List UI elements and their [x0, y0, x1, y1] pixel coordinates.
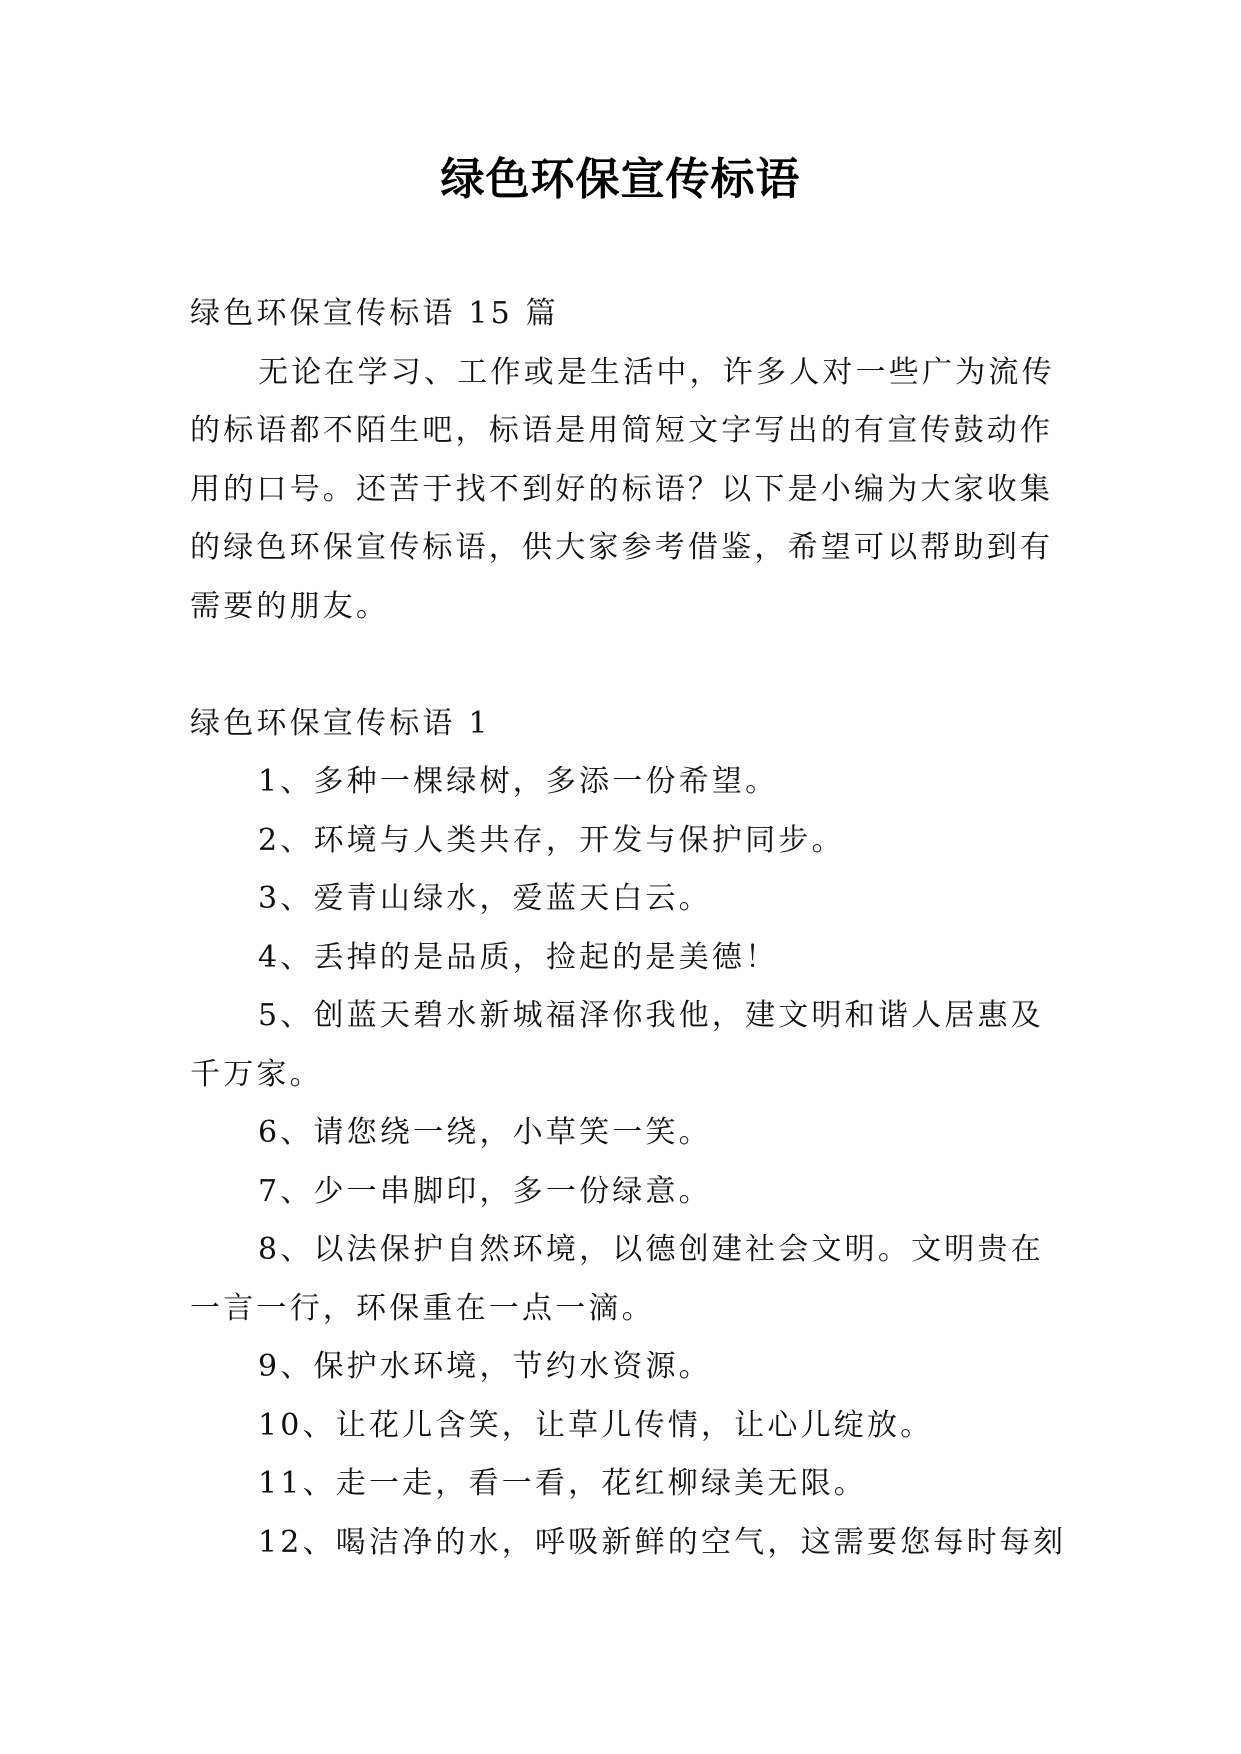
slogan-line: 4、丢掉的是品质，捡起的是美德！ [258, 939, 779, 975]
document-body [190, 285, 1067, 1572]
slogan-line: 3、爱青山绿水，爱蓝天白云。 [258, 881, 712, 916]
slogan-continuation: 一言一行，环保重在一点一滴。 [190, 1290, 655, 1326]
slogan-line: 11、走一走，看一看，花红柳绿美无限。 [258, 1466, 867, 1501]
slogan-line: 1、多种一棵绿树，多添一份希望。 [258, 764, 779, 799]
intro-line: 用的口号。还苦于找不到好的标语？以下是小编为大家收集 [190, 471, 1054, 507]
slogan-line: 2、环境与人类共存，开发与保护同步。 [258, 822, 845, 858]
intro-line: 无论在学习、工作或是生活中，许多人对一些广为流传 [258, 354, 1055, 390]
slogan-line: 9、保护水环境，节约水资源。 [258, 1349, 712, 1384]
document-subtitle: 绿色环保宣传标语 15 篇 [190, 296, 559, 331]
slogan-line: 12、喝洁净的水，呼吸新鲜的空气，这需要您每时每刻 [258, 1524, 1067, 1560]
slogan-line: 7、少一串脚印，多一份绿意。 [258, 1173, 712, 1209]
slogan-line: 6、请您绕一绕，小草笑一笑。 [258, 1115, 712, 1150]
slogan-line: 10、让花儿含笑，让草儿传情，让心儿绽放。 [258, 1407, 934, 1443]
slogan-line: 8、以法保护自然环境，以德创建社会文明。文明贵在 [258, 1232, 1044, 1267]
intro-line: 的绿色环保宣传标语，供大家参考借鉴，希望可以帮助到有 [190, 530, 1054, 565]
slogan-line: 5、创蓝天碧水新城福泽你我他，建文明和谐人居惠及 [258, 998, 1044, 1033]
intro-line: 的标语都不陌生吧，标语是用简短文字写出的有宣传鼓动作 [190, 413, 1054, 448]
paragraph-gap [190, 636, 1060, 695]
section-heading: 绿色环保宣传标语 1 [190, 705, 491, 741]
document-title: 绿色环保宣传标语 [440, 154, 801, 205]
slogan-continuation: 千万家。 [190, 1056, 323, 1092]
intro-line: 需要的朋友。 [190, 588, 390, 624]
